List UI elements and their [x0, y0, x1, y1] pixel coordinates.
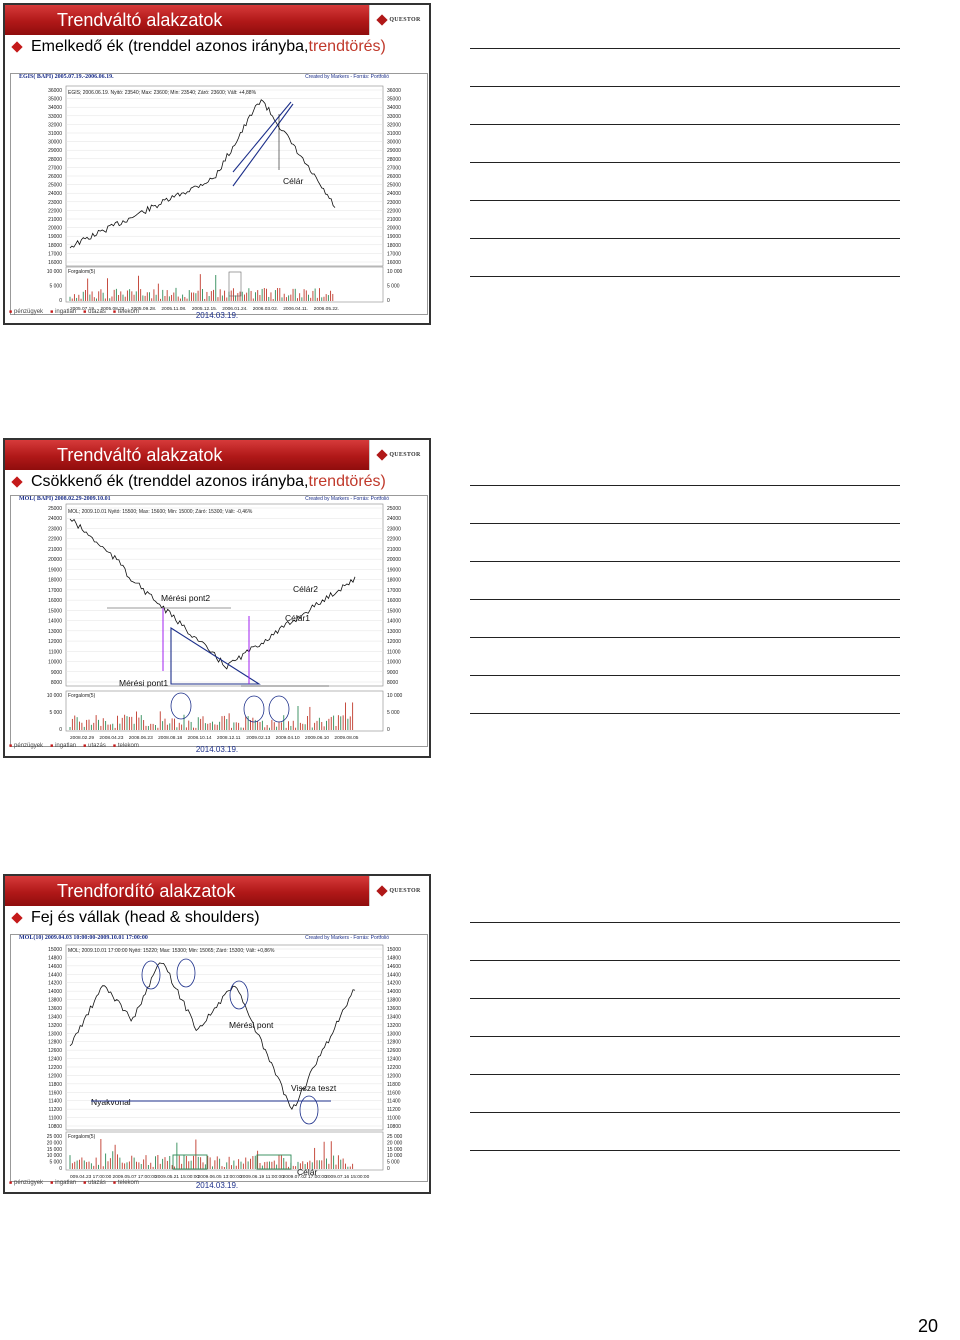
x-tick-label: 2009.02.13 — [246, 736, 271, 741]
y-tick-label-right: 18000 — [387, 242, 401, 249]
y-tick-label: 25000 — [48, 182, 62, 189]
notes-line — [470, 922, 900, 923]
notes-line — [470, 238, 900, 239]
chart-credit: Created by Markers - Forrás: Portfolió — [305, 496, 389, 502]
y-tick-label-right: 20000 — [387, 225, 401, 232]
vol-tick-label: 5 000 — [49, 710, 62, 716]
y-tick-label-right: 12200 — [387, 1065, 401, 1071]
chart-credit: Created by Markers - Forrás: Portfolió — [305, 935, 389, 941]
y-tick-label: 16000 — [48, 598, 62, 605]
x-tick-label: 2009.07.02 17:00:00 — [282, 1175, 327, 1180]
chart-info: EGIS; 2006.06.19. Nyitó: 23540; Max: 23600; Min: 23540; Záró: 23600; Vált: +4,88% — [68, 90, 257, 96]
y-tick-label-right: 17000 — [387, 587, 401, 594]
y-tick-label: 25000 — [48, 506, 62, 512]
y-tick-label-right: 14000 — [387, 989, 401, 996]
annotation-label: Célár1 — [285, 613, 311, 623]
slide-date: 2014.03.19. — [195, 745, 239, 754]
y-tick-label-right: 21000 — [387, 546, 401, 553]
y-tick-label-right: 16000 — [387, 598, 401, 605]
slide-title: Trendváltó alakzatok — [57, 10, 223, 30]
y-tick-label: 14800 — [48, 955, 62, 962]
y-tick-label: 20000 — [48, 225, 62, 232]
y-tick-label: 31000 — [48, 131, 62, 137]
slide-heading — [13, 473, 386, 491]
notes-line — [470, 960, 900, 961]
y-tick-label-right: 14800 — [387, 955, 401, 962]
annotation-label: Célár — [283, 176, 304, 186]
y-tick-label: 16000 — [48, 260, 62, 266]
notes-line — [470, 48, 900, 49]
y-tick-label: 8000 — [50, 680, 62, 686]
y-tick-label: 15000 — [48, 608, 62, 615]
y-tick-label-right: 31000 — [387, 131, 401, 137]
notes-line — [470, 276, 900, 277]
x-tick-label: 2006.05.22. — [313, 307, 340, 312]
y-tick-label-right: 21000 — [387, 217, 401, 223]
y-tick-label: 14000 — [48, 989, 62, 996]
price-chart — [11, 935, 429, 1183]
y-tick-label: 11000 — [48, 1115, 62, 1122]
slide-title: Trendfordító alakzatok — [57, 881, 236, 901]
vol-tick-label-right: 0 — [387, 727, 390, 733]
y-tick-label: 18000 — [48, 242, 62, 249]
annotation-label: Mérési pont2 — [161, 593, 211, 603]
y-tick-label: 29000 — [48, 148, 62, 155]
vol-tick-label: 5 000 — [49, 283, 62, 290]
y-tick-label-right: 11400 — [387, 1098, 401, 1105]
x-tick-label: 2005.09.28. — [130, 307, 157, 312]
y-tick-label: 18000 — [48, 577, 62, 584]
chart-info: MOL; 2009.10.01 Nyitó: 15500; Max: 15600; Min: 15000; Záró: 15300; Vált: -0,46% — [68, 509, 253, 515]
vol-tick-label-right: 5 000 — [387, 283, 400, 290]
notes-line — [470, 523, 900, 524]
y-tick-label-right: 13600 — [387, 1006, 401, 1012]
y-tick-label: 19000 — [48, 234, 62, 241]
y-tick-label: 14400 — [48, 972, 62, 979]
notes-line — [470, 599, 900, 600]
bullet-icon — [11, 912, 22, 923]
chart-credit: Created by Markers - Forrás: Portfolió — [305, 74, 389, 80]
x-tick-label: 2006.01.24. — [222, 307, 248, 312]
questor-logo: QUESTOR — [369, 876, 429, 906]
bullet-icon — [11, 41, 22, 52]
heading-text: Csökkenő ék (trenddel azonos irányba, — [31, 473, 309, 490]
notes-line — [470, 998, 900, 999]
y-tick-label: 20000 — [48, 557, 62, 564]
annotation-label: Célár — [297, 1167, 318, 1177]
annotation-label: Vissza teszt — [291, 1083, 337, 1093]
y-tick-label-right: 33000 — [387, 113, 401, 120]
y-tick-label: 11200 — [48, 1107, 62, 1114]
x-tick-label: 2008.10.14 — [187, 736, 212, 741]
vol-tick-label: 0 — [59, 1166, 62, 1172]
y-tick-label: 22000 — [48, 208, 62, 215]
price-chart — [11, 496, 429, 748]
x-tick-label: 2005.12.15. — [191, 307, 218, 312]
vol-tick-label-right: 0 — [387, 298, 390, 304]
notes-line — [470, 1150, 900, 1151]
y-tick-label-right: 11600 — [387, 1090, 401, 1097]
x-tick-label: 2009.05.07 17:00:00 — [112, 1175, 157, 1180]
y-tick-label: 26000 — [48, 174, 62, 180]
y-tick-label: 23000 — [48, 199, 62, 206]
slide-title: Trendváltó alakzatok — [57, 445, 223, 465]
slide-3 — [3, 874, 431, 1194]
y-tick-label: 14000 — [48, 618, 62, 625]
x-tick-label: 2009.05.21 15:00:00 — [155, 1175, 200, 1180]
y-tick-label-right: 28000 — [387, 156, 401, 163]
y-tick-label-right: 10800 — [387, 1124, 401, 1130]
notes-line — [470, 200, 900, 201]
y-tick-label-right: 17000 — [387, 251, 401, 258]
vol-tick-label: 0 — [59, 298, 62, 304]
price-panel — [66, 504, 383, 686]
vol-tick-label-right: 25 000 — [387, 1134, 403, 1140]
notes-line — [470, 86, 900, 87]
y-tick-label-right: 15000 — [387, 608, 401, 615]
slide-header — [5, 440, 429, 470]
y-tick-label-right: 27000 — [387, 165, 401, 172]
y-tick-label: 11000 — [48, 649, 62, 656]
y-tick-label: 10000 — [48, 659, 62, 666]
chart-area — [10, 495, 428, 747]
chart-header: MOL( BAPI) 2008.02.29-2009.10.01 — [19, 496, 111, 502]
y-tick-label-right: 12600 — [387, 1048, 401, 1055]
y-tick-label-right: 13400 — [387, 1014, 401, 1021]
y-tick-label-right: 26000 — [387, 174, 401, 180]
vol-tick-label: 20 000 — [46, 1140, 62, 1147]
y-tick-label: 12400 — [48, 1056, 62, 1063]
y-tick-label: 34000 — [48, 105, 62, 112]
y-tick-label: 13600 — [48, 1006, 62, 1012]
vol-tick-label-right: 10 000 — [387, 693, 403, 699]
x-tick-label: 2005.11.08. — [161, 307, 187, 312]
notes-line — [470, 637, 900, 638]
slide-date: 2014.03.19. — [195, 1181, 239, 1190]
vol-tick-label-right: 5 000 — [387, 1159, 400, 1166]
vol-tick-label: 10 000 — [46, 1153, 62, 1160]
heading-accent: trendtörés) — [308, 38, 386, 55]
y-tick-label-right: 12400 — [387, 1056, 401, 1063]
y-tick-label: 24000 — [48, 516, 62, 523]
slide-1 — [3, 3, 431, 325]
y-tick-label-right: 23000 — [387, 526, 401, 533]
chart-header: MOL(10) 2009.04.03 10:00:00-2009.10.01 17:00:00 — [19, 935, 148, 941]
slide-date: 2014.03.19. — [195, 311, 239, 320]
heading-text: Emelkedő ék (trenddel azonos irányba, — [31, 38, 309, 55]
y-tick-label: 13000 — [48, 1031, 62, 1038]
x-tick-label: 009.04.23 17:00:00 — [70, 1175, 112, 1180]
slide-header — [5, 5, 429, 35]
y-tick-label: 11600 — [48, 1090, 62, 1097]
y-tick-label-right: 22000 — [387, 208, 401, 215]
x-tick-label: 2005.08.22. — [100, 307, 126, 312]
y-tick-label-right: 32000 — [387, 122, 401, 129]
page-number: 20 — [917, 1316, 938, 1336]
annotation-label: Célár2 — [293, 584, 319, 594]
y-tick-label: 24000 — [48, 191, 62, 198]
x-tick-label: 2005.07.19. — [70, 307, 96, 312]
volume-label: Forgalom(5) — [68, 693, 96, 699]
y-tick-label-right: 14600 — [387, 963, 401, 970]
volume-label: Forgalom(5) — [68, 269, 96, 275]
annotation-label: Nyakvonal — [91, 1097, 131, 1107]
y-tick-label: 17000 — [48, 587, 62, 594]
heading-text: Fej és vállak (head & shoulders) — [31, 909, 260, 926]
y-tick-label: 23000 — [48, 526, 62, 533]
y-tick-label: 14600 — [48, 963, 62, 970]
volume-panel — [66, 1132, 383, 1170]
y-tick-label: 12200 — [48, 1065, 62, 1071]
y-tick-label: 13000 — [48, 628, 62, 635]
y-tick-label: 11800 — [48, 1081, 62, 1088]
y-tick-label: 12800 — [48, 1039, 62, 1046]
notes-line — [470, 1074, 900, 1075]
slide-heading — [13, 38, 386, 56]
y-tick-label-right: 13000 — [387, 628, 401, 635]
y-tick-label: 12600 — [48, 1048, 62, 1055]
y-tick-label: 21000 — [48, 217, 62, 223]
y-tick-label-right: 24000 — [387, 191, 401, 198]
y-tick-label: 12000 — [48, 1073, 62, 1080]
y-tick-label-right: 11000 — [387, 649, 401, 656]
x-tick-label: 2006.04.11. — [283, 307, 309, 312]
y-tick-label: 28000 — [48, 156, 62, 163]
y-tick-label: 15000 — [48, 947, 62, 953]
y-tick-label-right: 12000 — [387, 639, 401, 646]
annotation-label: Mérési pont1 — [119, 678, 169, 688]
x-tick-label: 2009.06.19 11:00:00 — [240, 1175, 284, 1180]
notes-line — [470, 124, 900, 125]
x-tick-label: 2009.04.10 — [275, 736, 300, 741]
footer-logos: ■ pénzügyek ■ ingatlan ■ utazás ■ telekom — [9, 1180, 139, 1186]
footer-logos: ■ pénzügyek ■ ingatlan ■ utazás ■ telekom — [9, 309, 139, 315]
y-tick-label-right: 29000 — [387, 148, 401, 155]
x-tick-label: 2008.06.23 — [128, 736, 153, 741]
y-tick-label: 9000 — [50, 669, 62, 676]
vol-tick-label-right: 20 000 — [387, 1140, 403, 1147]
chart-area — [10, 73, 428, 315]
y-tick-label-right: 11200 — [387, 1107, 401, 1114]
y-tick-label: 21000 — [48, 546, 62, 553]
y-tick-label-right: 20000 — [387, 557, 401, 564]
y-tick-label: 13800 — [48, 997, 62, 1004]
chart-info: MOL; 2009.10.01 17:00:00 Nyitó: 15220; Max: 15300; Min: 15065; Záró: 15300; Vált: +0,86% — [68, 948, 275, 954]
y-tick-label-right: 14400 — [387, 972, 401, 979]
vol-tick-label: 10 000 — [46, 693, 62, 699]
y-tick-label-right: 12800 — [387, 1039, 401, 1046]
vol-tick-label-right: 0 — [387, 1166, 390, 1172]
slide-heading — [13, 909, 260, 927]
vol-tick-label: 25 000 — [46, 1134, 62, 1140]
y-tick-label-right: 15000 — [387, 947, 401, 953]
vol-tick-label: 0 — [59, 727, 62, 733]
y-tick-label-right: 25000 — [387, 506, 401, 512]
y-tick-label-right: 22000 — [387, 536, 401, 543]
vol-tick-label-right: 10 000 — [387, 269, 403, 275]
y-tick-label-right: 36000 — [387, 88, 401, 94]
heading-accent: trendtörés) — [308, 473, 386, 490]
y-tick-label: 10800 — [48, 1124, 62, 1130]
volume-label: Forgalom(5) — [68, 1134, 96, 1140]
footer-logos: ■ pénzügyek ■ ingatlan ■ utazás ■ telekom — [9, 743, 139, 749]
vol-tick-label-right: 15 000 — [387, 1146, 403, 1153]
notes-line — [470, 675, 900, 676]
y-tick-label: 33000 — [48, 113, 62, 120]
y-tick-label-right: 30000 — [387, 139, 401, 146]
notes-line — [470, 1112, 900, 1113]
chart-area — [10, 934, 428, 1182]
y-tick-label-right: 8000 — [387, 680, 399, 686]
x-tick-label: 2008.08.18 — [158, 736, 183, 741]
annotation-label: Mérési pont — [229, 1020, 274, 1030]
y-tick-label-right: 13200 — [387, 1022, 401, 1029]
y-tick-label-right: 11800 — [387, 1081, 401, 1088]
y-tick-label-right: 10000 — [387, 659, 401, 666]
x-tick-label: 2009.08.05 — [334, 736, 359, 741]
y-tick-label: 32000 — [48, 122, 62, 129]
y-tick-label-right: 13800 — [387, 997, 401, 1004]
y-tick-label-right: 11000 — [387, 1115, 401, 1122]
notes-line — [470, 1036, 900, 1037]
y-tick-label-right: 18000 — [387, 577, 401, 584]
vol-tick-label-right: 5 000 — [387, 710, 400, 716]
y-tick-label: 13200 — [48, 1022, 62, 1029]
y-tick-label-right: 16000 — [387, 260, 401, 266]
vol-tick-label: 10 000 — [46, 269, 62, 275]
x-tick-label: 2009.06.05 13:00:00 — [197, 1175, 242, 1180]
vol-tick-label: 5 000 — [49, 1159, 62, 1166]
y-tick-label-right: 13000 — [387, 1031, 401, 1038]
vol-tick-label: 15 000 — [46, 1146, 62, 1153]
bullet-icon — [11, 476, 22, 487]
notes-line — [470, 713, 900, 714]
chart-header: EGIS( BAPI) 2005.07.19.-2006.06.19. — [19, 74, 114, 80]
y-tick-label: 14200 — [48, 980, 62, 987]
y-tick-label: 19000 — [48, 567, 62, 574]
slide-header — [5, 876, 429, 906]
questor-logo: QUESTOR — [369, 440, 429, 470]
questor-logo: QUESTOR — [369, 5, 429, 35]
y-tick-label: 12000 — [48, 639, 62, 646]
x-tick-label: 2009.07.16 15:00:00 — [325, 1175, 370, 1180]
y-tick-label-right: 12000 — [387, 1073, 401, 1080]
y-tick-label: 17000 — [48, 251, 62, 258]
y-tick-label-right: 19000 — [387, 234, 401, 241]
y-tick-label: 22000 — [48, 536, 62, 543]
y-tick-label-right: 24000 — [387, 516, 401, 523]
y-tick-label: 35000 — [48, 96, 62, 103]
x-tick-label: 2009.06.10 — [305, 736, 330, 741]
y-tick-label-right: 25000 — [387, 182, 401, 189]
x-tick-label: 2008.04.23 — [99, 736, 124, 741]
y-tick-label-right: 34000 — [387, 105, 401, 112]
x-tick-label: 2008.12.11 — [216, 736, 241, 741]
x-tick-label: 2008.02.29 — [70, 736, 95, 741]
y-tick-label-right: 14200 — [387, 980, 401, 987]
y-tick-label: 11400 — [48, 1098, 62, 1105]
y-tick-label: 13400 — [48, 1014, 62, 1021]
price-chart — [11, 74, 429, 316]
y-tick-label: 27000 — [48, 165, 62, 172]
y-tick-label-right: 35000 — [387, 96, 401, 103]
y-tick-label-right: 14000 — [387, 618, 401, 625]
y-tick-label-right: 23000 — [387, 199, 401, 206]
y-tick-label: 30000 — [48, 139, 62, 146]
notes-line — [470, 561, 900, 562]
y-tick-label: 36000 — [48, 88, 62, 94]
y-tick-label-right: 19000 — [387, 567, 401, 574]
notes-line — [470, 162, 900, 163]
x-tick-label: 2006.03.02. — [252, 307, 279, 312]
notes-line — [470, 485, 900, 486]
slide-2 — [3, 438, 431, 758]
y-tick-label-right: 9000 — [387, 669, 399, 676]
vol-tick-label-right: 10 000 — [387, 1153, 403, 1160]
